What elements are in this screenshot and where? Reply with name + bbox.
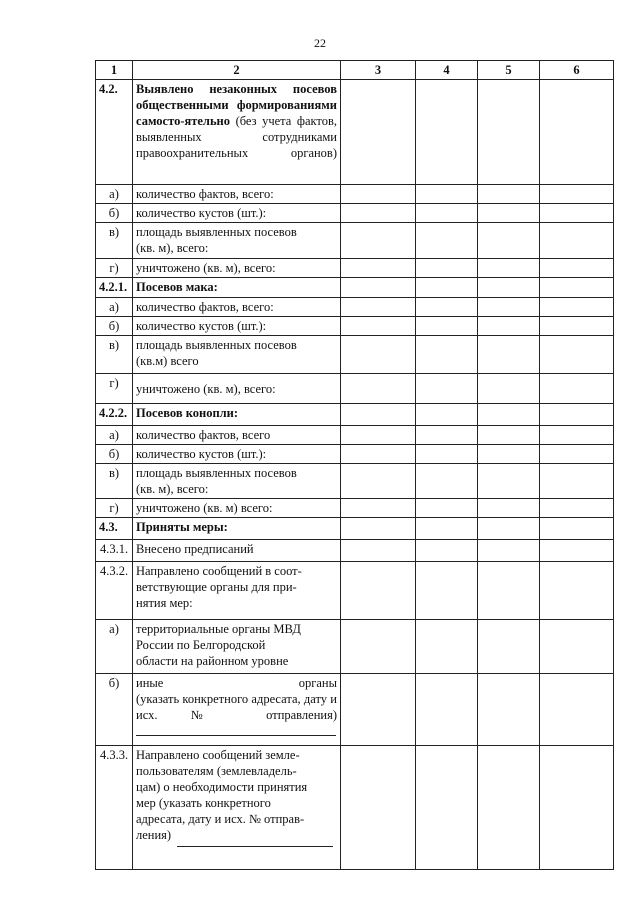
- data-cell[interactable]: [416, 298, 478, 317]
- table-row: [96, 204, 614, 223]
- data-cell[interactable]: [416, 426, 478, 445]
- data-cell[interactable]: [478, 464, 540, 499]
- table-row: [96, 445, 614, 464]
- row-label-text: иные органы (указать конкретного адресата, дату и исх. № отправления): [136, 676, 337, 722]
- row-label: территориальные органы МВД России по Белгородской области на районном уровне: [133, 620, 341, 674]
- table-row: [96, 426, 614, 445]
- row-number: в): [96, 336, 133, 374]
- data-cell[interactable]: [478, 80, 540, 185]
- row-label: [133, 746, 341, 870]
- data-cell[interactable]: [341, 445, 416, 464]
- row-label: [133, 80, 341, 185]
- data-cell[interactable]: [540, 317, 614, 336]
- data-cell[interactable]: [341, 336, 416, 374]
- row-label: Посевов мака:: [133, 278, 341, 298]
- header-row: [96, 61, 614, 80]
- row-number: 4.3.2.: [96, 562, 133, 620]
- row-number: 4.2.: [96, 80, 133, 185]
- data-cell[interactable]: [341, 464, 416, 499]
- row-label: количество фактов, всего: [133, 426, 341, 445]
- table-row: [96, 464, 614, 499]
- data-cell[interactable]: [540, 674, 614, 746]
- data-cell[interactable]: [540, 620, 614, 674]
- data-cell[interactable]: [540, 499, 614, 518]
- data-cell[interactable]: [416, 620, 478, 674]
- table-row: [96, 298, 614, 317]
- table-row: [96, 499, 614, 518]
- table-row: [96, 317, 614, 336]
- row-number: 4.2.1.: [96, 278, 133, 298]
- data-cell[interactable]: [416, 445, 478, 464]
- data-cell[interactable]: [540, 278, 614, 298]
- table-row: [96, 80, 614, 185]
- row-label: Направлено сообщений в соот- ветствующие органы для при- нятия мер:: [133, 562, 341, 620]
- col-header: 1: [96, 61, 133, 80]
- table-row: [96, 518, 614, 540]
- row-number: б): [96, 674, 133, 746]
- data-cell[interactable]: [540, 185, 614, 204]
- table-row: [96, 185, 614, 204]
- fill-in-line[interactable]: [177, 834, 333, 847]
- data-cell[interactable]: [341, 404, 416, 426]
- row-number: 4.3.3.: [96, 746, 133, 870]
- data-cell[interactable]: [540, 374, 614, 404]
- data-cell[interactable]: [540, 80, 614, 185]
- data-cell[interactable]: [416, 540, 478, 562]
- row-label: количество кустов (шт.):: [133, 445, 341, 464]
- row-label: уничтожено (кв. м), всего:: [133, 259, 341, 278]
- data-cell[interactable]: [416, 259, 478, 278]
- row-number: 4.2.2.: [96, 404, 133, 426]
- row-number: г): [96, 259, 133, 278]
- row-number: в): [96, 464, 133, 499]
- data-cell[interactable]: [341, 374, 416, 404]
- data-cell[interactable]: [540, 259, 614, 278]
- data-cell[interactable]: [478, 518, 540, 540]
- data-cell[interactable]: [540, 540, 614, 562]
- data-cell[interactable]: [341, 562, 416, 620]
- data-cell[interactable]: [478, 317, 540, 336]
- data-cell[interactable]: [416, 204, 478, 223]
- data-cell[interactable]: [478, 185, 540, 204]
- data-cell[interactable]: [416, 464, 478, 499]
- data-cell[interactable]: [341, 278, 416, 298]
- row-label: площадь выявленных посевов (кв. м), всего:: [133, 223, 341, 259]
- data-cell[interactable]: [341, 518, 416, 540]
- col-header: 6: [540, 61, 614, 80]
- table-row: [96, 404, 614, 426]
- row-label: Приняты меры:: [133, 518, 341, 540]
- col-header: 3: [341, 61, 416, 80]
- data-cell[interactable]: [478, 259, 540, 278]
- data-cell[interactable]: [478, 540, 540, 562]
- data-cell[interactable]: [478, 445, 540, 464]
- data-cell[interactable]: [540, 445, 614, 464]
- data-cell[interactable]: [341, 317, 416, 336]
- table-row: [96, 336, 614, 374]
- data-cell[interactable]: [416, 80, 478, 185]
- data-cell[interactable]: [478, 336, 540, 374]
- row-label: площадь выявленных посевов (кв.м) всего: [133, 336, 341, 374]
- row-number: г): [96, 374, 133, 404]
- row-label: Посевов конопли:: [133, 404, 341, 426]
- data-cell[interactable]: [341, 298, 416, 317]
- data-cell[interactable]: [416, 278, 478, 298]
- table-row: [96, 562, 614, 620]
- table-row: [96, 278, 614, 298]
- row-number: а): [96, 298, 133, 317]
- data-cell[interactable]: [478, 620, 540, 674]
- data-cell[interactable]: [341, 746, 416, 870]
- report-table: [95, 60, 614, 870]
- data-cell[interactable]: [341, 426, 416, 445]
- row-label-text: Направлено сообщений земле- пользователям (землевладель- цам) о необходимости принятия мер (указать конкретного адресата, дату и исх. № отправ- ления): [136, 748, 308, 842]
- data-cell[interactable]: [416, 518, 478, 540]
- data-cell[interactable]: [478, 562, 540, 620]
- data-cell[interactable]: [416, 674, 478, 746]
- data-cell[interactable]: [416, 562, 478, 620]
- row-number: б): [96, 445, 133, 464]
- data-cell[interactable]: [341, 223, 416, 259]
- data-cell[interactable]: [416, 185, 478, 204]
- data-cell[interactable]: [341, 540, 416, 562]
- data-cell[interactable]: [478, 746, 540, 870]
- row-number: в): [96, 223, 133, 259]
- row-number: 4.3.: [96, 518, 133, 540]
- row-number: б): [96, 204, 133, 223]
- row-label: количество кустов (шт.):: [133, 317, 341, 336]
- data-cell[interactable]: [416, 374, 478, 404]
- data-cell[interactable]: [540, 336, 614, 374]
- row-number: б): [96, 317, 133, 336]
- data-cell[interactable]: [478, 204, 540, 223]
- row-label-note: (без учета фактов, выявленных сотрудниками правоохранительных органов): [136, 114, 338, 160]
- data-cell[interactable]: [341, 674, 416, 746]
- data-cell[interactable]: [416, 223, 478, 259]
- table-row: [96, 674, 614, 746]
- row-number: а): [96, 620, 133, 674]
- table-row: [96, 746, 614, 870]
- row-label-bold: Выявлено незаконных посевов общественными формированиями самосто-ятельно: [136, 82, 337, 128]
- data-cell[interactable]: [540, 223, 614, 259]
- col-header: 4: [416, 61, 478, 80]
- data-cell[interactable]: [341, 499, 416, 518]
- data-cell[interactable]: [478, 499, 540, 518]
- row-number: г): [96, 499, 133, 518]
- row-label: уничтожено (кв. м), всего:: [133, 374, 341, 404]
- fill-in-line[interactable]: [136, 723, 336, 736]
- row-label: площадь выявленных посевов (кв. м), всего:: [133, 464, 341, 499]
- row-label: количество кустов (шт.):: [133, 204, 341, 223]
- row-number: 4.3.1.: [96, 540, 133, 562]
- data-cell[interactable]: [540, 298, 614, 317]
- data-cell[interactable]: [540, 404, 614, 426]
- table-row: [96, 620, 614, 674]
- data-cell[interactable]: [478, 374, 540, 404]
- data-cell[interactable]: [540, 518, 614, 540]
- row-label: уничтожено (кв. м) всего:: [133, 499, 341, 518]
- data-cell[interactable]: [341, 204, 416, 223]
- data-cell[interactable]: [540, 746, 614, 870]
- row-number: а): [96, 185, 133, 204]
- data-cell[interactable]: [478, 298, 540, 317]
- data-cell[interactable]: [416, 336, 478, 374]
- data-cell[interactable]: [478, 426, 540, 445]
- data-cell[interactable]: [341, 620, 416, 674]
- data-cell[interactable]: [540, 464, 614, 499]
- data-cell[interactable]: [416, 746, 478, 870]
- data-cell[interactable]: [478, 404, 540, 426]
- table-row: [96, 223, 614, 259]
- row-label: [133, 674, 341, 746]
- table-row: [96, 540, 614, 562]
- data-cell[interactable]: [540, 204, 614, 223]
- table-row: [96, 259, 614, 278]
- data-cell[interactable]: [540, 562, 614, 620]
- data-cell[interactable]: [416, 317, 478, 336]
- data-cell[interactable]: [478, 278, 540, 298]
- row-label: количество фактов, всего:: [133, 185, 341, 204]
- row-number: а): [96, 426, 133, 445]
- data-cell[interactable]: [416, 404, 478, 426]
- row-label: Внесено предписаний: [133, 540, 341, 562]
- row-label: количество фактов, всего:: [133, 298, 341, 317]
- data-cell[interactable]: [341, 80, 416, 185]
- col-header: 5: [478, 61, 540, 80]
- data-cell[interactable]: [478, 223, 540, 259]
- data-cell[interactable]: [478, 674, 540, 746]
- table-row: [96, 374, 614, 404]
- data-cell[interactable]: [341, 185, 416, 204]
- data-cell[interactable]: [540, 426, 614, 445]
- page-number: 22: [314, 36, 326, 50]
- data-cell[interactable]: [416, 499, 478, 518]
- data-cell[interactable]: [341, 259, 416, 278]
- col-header: 2: [133, 61, 341, 80]
